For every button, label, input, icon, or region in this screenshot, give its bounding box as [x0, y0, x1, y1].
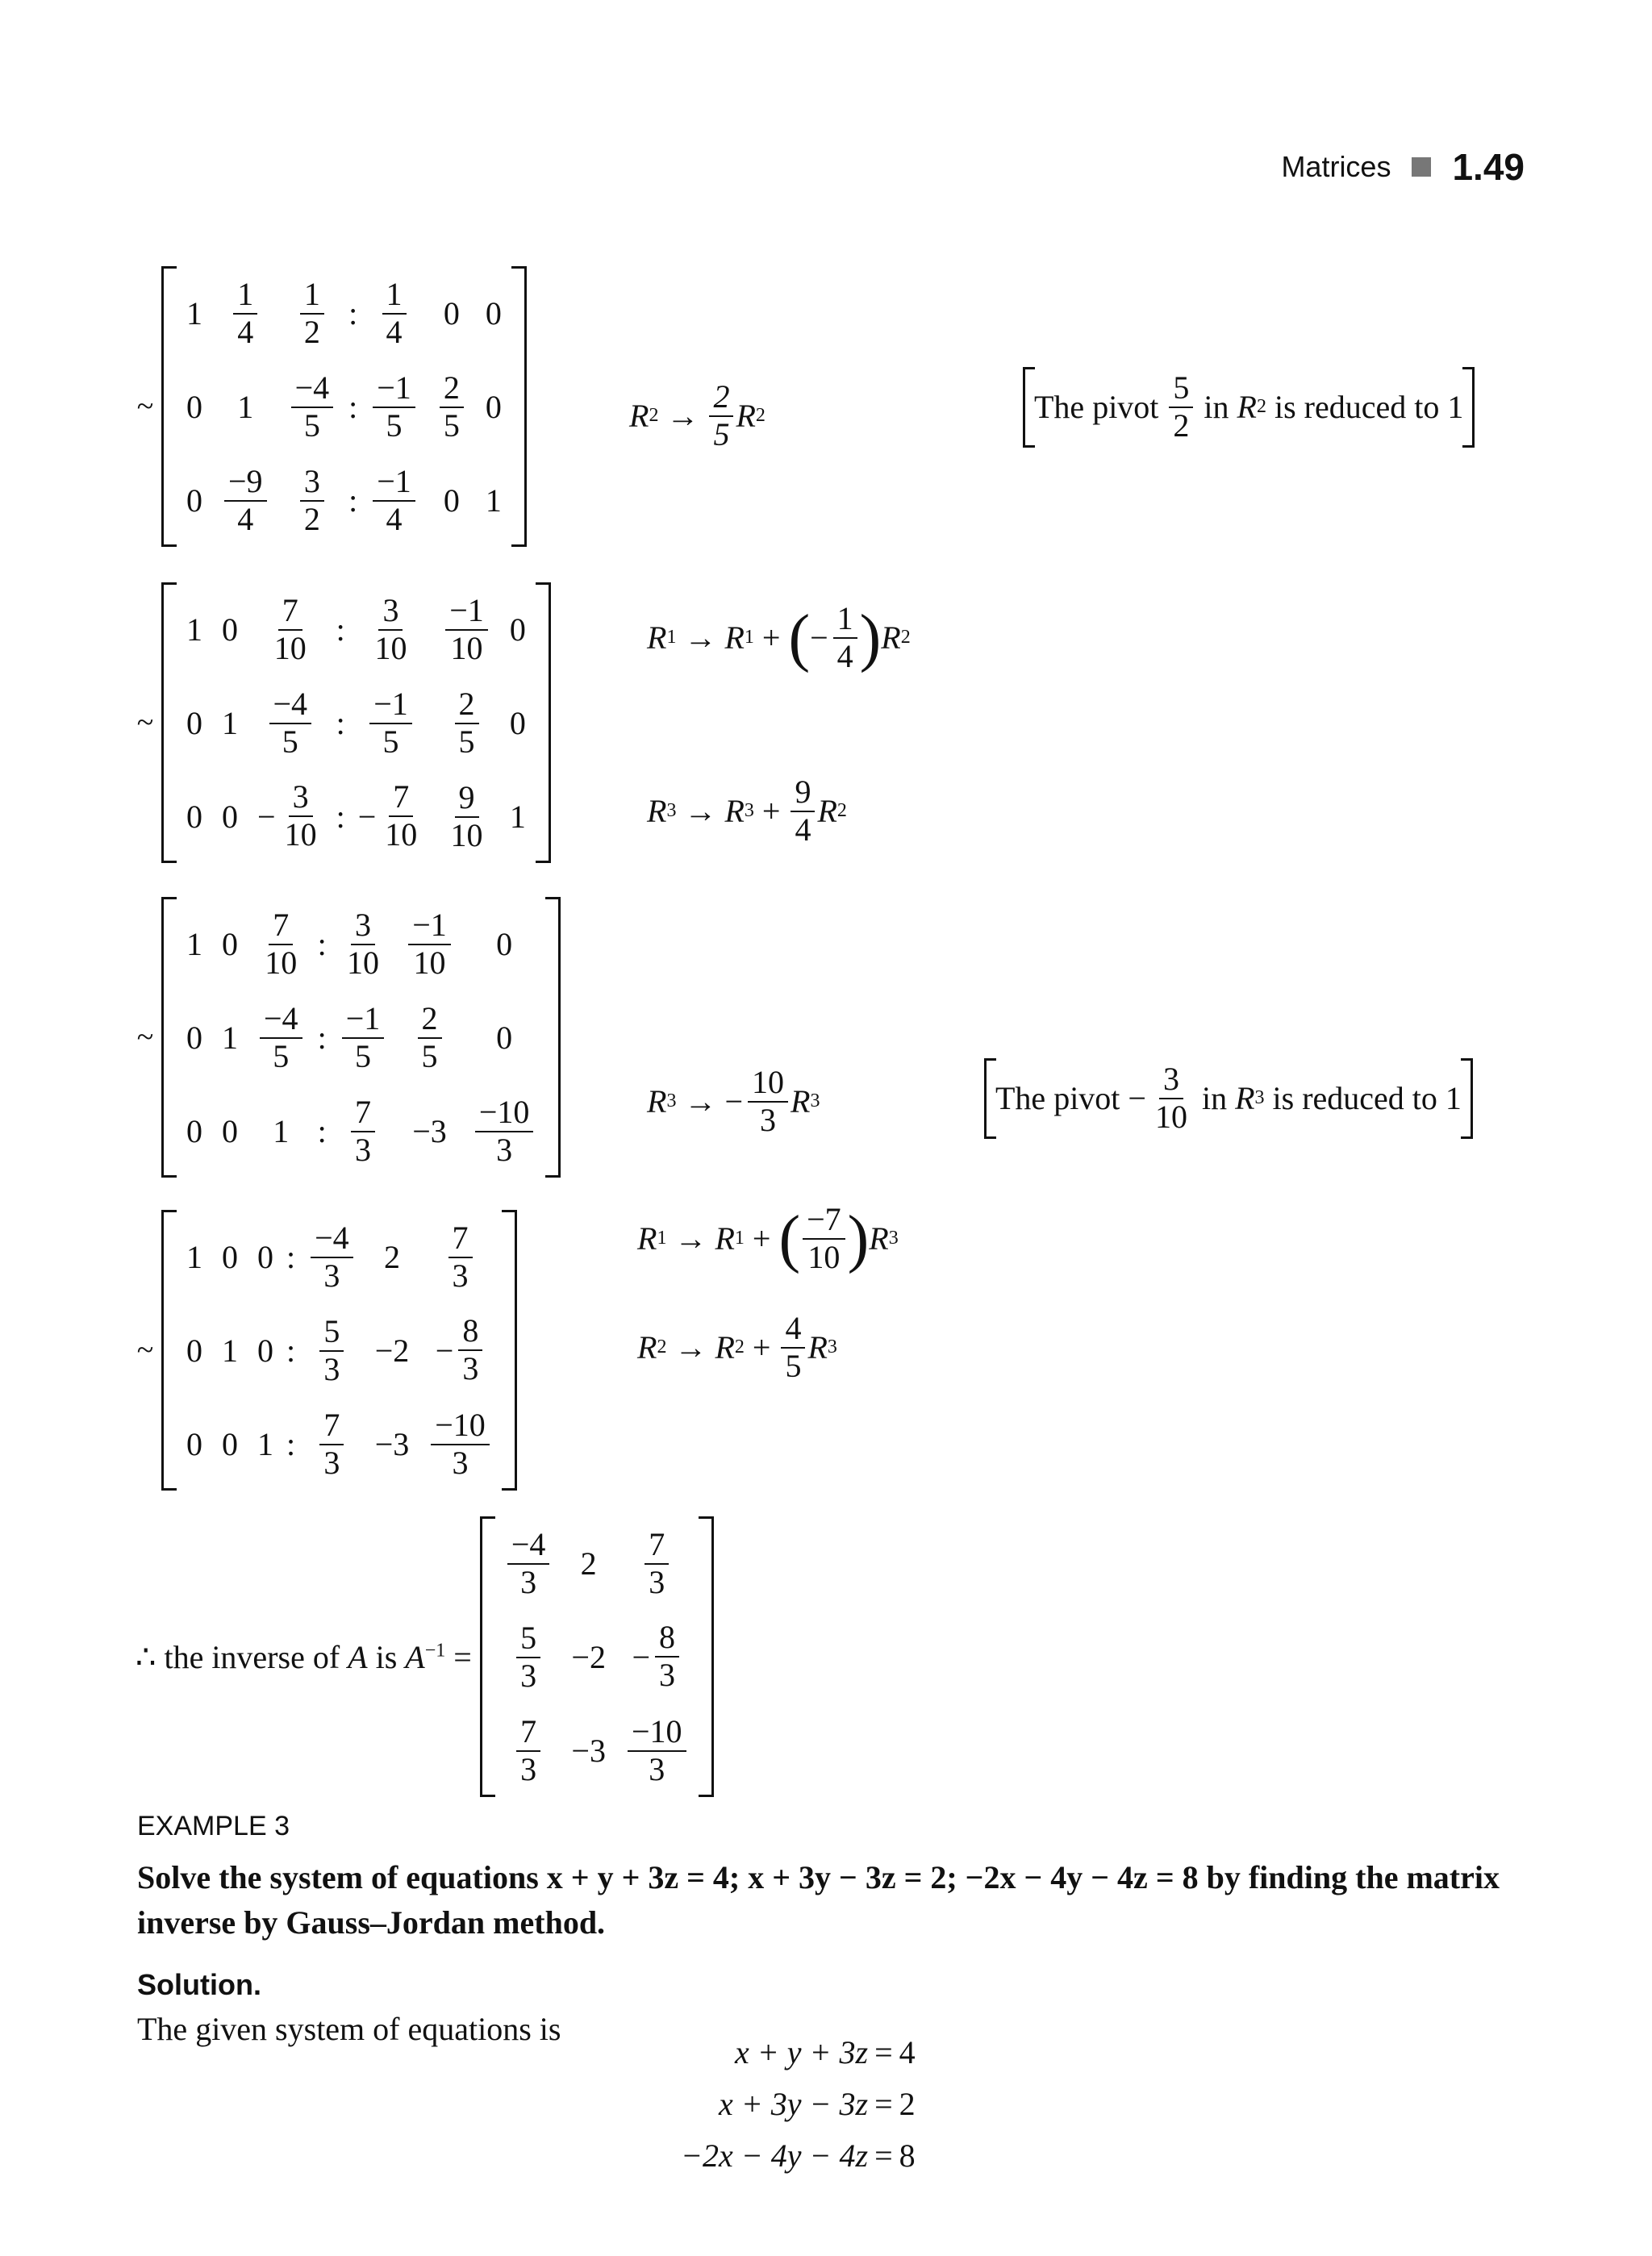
matrix-row [177, 990, 545, 1084]
matrix-cell: $\frac{1}{4}$ [361, 266, 428, 360]
left-bracket [161, 266, 177, 547]
augment-separator: : [336, 611, 345, 648]
left-bracket [161, 582, 177, 863]
matrix-cell: $\frac{-1}{10}$ [396, 897, 463, 990]
matrix-cell: 2 [383, 1238, 400, 1275]
pivot-note-3: The pivot − $\frac{3}{10}$ in R 3 is reduced to 1 [984, 1058, 1473, 1139]
matrix-cell: 1 [222, 1332, 238, 1369]
augmented-matrix [161, 582, 551, 863]
matrix-cell: $\frac{-4}{3}$ [298, 1210, 365, 1303]
matrix-cell: $\frac{-1}{10}$ [433, 582, 500, 676]
example-heading: EXAMPLE 3 [137, 1811, 290, 1841]
matrix-cell: 1 [186, 294, 202, 332]
matrix-cell: $\frac{5}{3}$ [495, 1610, 562, 1703]
equivalence-symbol: ~ [136, 390, 154, 423]
matrix-cell: $\frac{-4}{5}$ [279, 360, 346, 453]
matrix-cell: 0 [496, 1019, 513, 1056]
arrow-symbol: → [666, 398, 699, 435]
matrix-cell: 0 [257, 1332, 273, 1369]
matrix-grid [495, 1516, 699, 1797]
matrix-cell: −3 [571, 1732, 606, 1769]
matrix-cell: 0 [222, 611, 238, 648]
matrix-row [177, 453, 511, 547]
augment-separator: : [336, 704, 345, 741]
matrix-cell: 0 [496, 925, 513, 962]
matrix-row [495, 1516, 699, 1610]
augment-separator: : [317, 925, 327, 962]
augment-separator: : [348, 388, 358, 425]
matrix-row [495, 1703, 699, 1797]
matrix-cell: 0 [186, 1332, 202, 1369]
matrix-grid [177, 266, 511, 547]
matrix-cell: 0 [257, 1238, 273, 1275]
fraction: $\frac{10}{3}$ [748, 1065, 788, 1139]
matrix-cell: $\frac{-1}{5}$ [330, 990, 397, 1084]
matrix-cell: $\frac{7}{10}$ [273, 592, 307, 666]
matrix-cell: $\frac{-1}{5}$ [361, 360, 428, 453]
augment-separator: : [317, 1112, 327, 1149]
matrix-cell: $\frac{7}{3}$ [298, 1397, 365, 1491]
matrix-cell: 1 [273, 1112, 290, 1149]
equation: −2x − 4y − 4z = 8 [681, 2137, 916, 2174]
matrix-cell: 0 [509, 611, 526, 648]
equivalence-symbol: ~ [136, 1020, 154, 1054]
augment-separator: : [317, 1019, 327, 1056]
matrix-cell: $\frac{7}{3}$ [419, 1210, 502, 1303]
matrix-cell: 1 [485, 482, 502, 519]
fraction: $\frac{2}{5}$ [709, 379, 733, 453]
equation-system [678, 2026, 919, 2181]
matrix-cell: 0 [485, 294, 502, 332]
matrix-cell: 0 [186, 482, 202, 519]
matrix-row [177, 1303, 502, 1397]
right-bracket [545, 897, 561, 1178]
matrix-cell: 0 [186, 1112, 202, 1149]
matrix-cell: − $\frac{8}{3}$ [419, 1303, 502, 1397]
fraction: $\frac{5}{2}$ [1169, 370, 1193, 444]
augment-separator: : [348, 482, 358, 519]
row-operation: R 3 → − $\frac{10}{3}$ R 3 [647, 1064, 820, 1138]
solution-heading: Solution. [137, 1968, 261, 2001]
matrix-cell: 0 [485, 388, 502, 425]
matrix-cell: $\frac{3}{10}$ [346, 907, 379, 981]
matrix-cell: 0 [186, 1425, 202, 1462]
right-bracket [699, 1516, 714, 1797]
matrix-cell: 1 [257, 1425, 273, 1462]
matrix-cell: 1 [222, 704, 238, 741]
matrix-row [177, 266, 511, 360]
matrix-row [177, 676, 536, 769]
fraction: $\frac{3}{10}$ [1154, 1061, 1187, 1135]
matrix-grid [177, 1210, 502, 1491]
matrix-cell: $\frac{5}{3}$ [298, 1303, 365, 1397]
square-bullet-icon [1412, 157, 1431, 177]
matrix-step-2 [129, 582, 551, 863]
matrix-cell: $\frac{2}{5}$ [428, 360, 476, 453]
right-bracket [502, 1210, 517, 1491]
matrix-row [177, 1210, 502, 1303]
matrix-row [177, 1084, 545, 1178]
right-bracket [536, 582, 551, 863]
augmented-matrix [161, 897, 561, 1178]
chapter-title: Matrices [1281, 150, 1391, 183]
matrix-cell: 1 [186, 1238, 202, 1275]
augmented-matrix [161, 266, 527, 547]
matrix-cell: $\frac{3}{10}$ [374, 592, 407, 666]
matrix-cell: 0 [186, 1019, 202, 1056]
matrix-cell: 0 [443, 482, 460, 519]
matrix-cell: $\frac{-1}{5}$ [348, 676, 434, 769]
row-operation: R 2 → R 2 + $\frac{4}{5}$ R 3 [637, 1310, 837, 1384]
right-bracket [511, 266, 527, 547]
matrix-row [177, 769, 536, 863]
matrix-step-4 [129, 1210, 517, 1491]
matrix-cell: $\frac{3}{2}$ [279, 453, 346, 547]
matrix-cell: $\frac{1}{4}$ [212, 266, 279, 360]
matrix-cell: 0 [222, 925, 238, 962]
matrix-cell: $\frac{7}{3}$ [615, 1516, 699, 1610]
fraction: $\frac{-7}{10}$ [803, 1202, 845, 1276]
inverse-matrix [480, 1516, 714, 1797]
matrix-cell: −2 [571, 1638, 606, 1675]
matrix-cell: $\frac{7}{3}$ [330, 1084, 397, 1178]
augment-separator: : [348, 294, 358, 332]
matrix-cell: 0 [222, 1238, 238, 1275]
matrix-cell: 0 [443, 294, 460, 332]
matrix-cell: −2 [374, 1332, 410, 1369]
matrix-cell: 1 [186, 611, 202, 648]
matrix-cell: 1 [237, 388, 254, 425]
matrix-cell: $\frac{-1}{4}$ [361, 453, 428, 547]
matrix-cell: 1 [186, 925, 202, 962]
row-operation: R 1 → R 1 + ( $\frac{-7}{10}$ ) R 3 [637, 1201, 899, 1275]
inverse-result [136, 1516, 714, 1797]
matrix-step-3 [129, 897, 561, 1178]
matrix-row [177, 360, 511, 453]
matrix-cell: − $\frac{7}{10}$ [357, 778, 418, 853]
matrix-cell: 0 [509, 704, 526, 741]
matrix-cell: 1 [222, 1019, 238, 1056]
equivalence-symbol: ~ [136, 1333, 154, 1367]
row-operation: R 2 → $\frac{2}{5}$ R 2 [629, 378, 766, 452]
fraction: $\frac{9}{4}$ [791, 774, 815, 849]
matrix-row [177, 582, 536, 676]
matrix-cell: $\frac{-10}{3}$ [463, 1084, 546, 1178]
augment-separator: : [336, 798, 345, 835]
matrix-cell: $\frac{-9}{4}$ [212, 453, 279, 547]
fraction: $\frac{4}{5}$ [781, 1311, 805, 1385]
matrix-grid [177, 582, 536, 863]
inverse-label: ∴ the inverse of A is $A^{-1}$ = [136, 1638, 472, 1675]
matrix-cell: $\frac{-4}{5}$ [248, 676, 333, 769]
matrix-cell: $\frac{-4}{3}$ [495, 1516, 562, 1610]
augment-separator: : [286, 1238, 296, 1275]
matrix-cell: − $\frac{3}{10}$ [257, 778, 317, 853]
matrix-cell: $\frac{2}{5}$ [433, 676, 500, 769]
matrix-step-1 [129, 266, 527, 547]
augment-separator: : [286, 1332, 296, 1369]
solution-intro: The given system of equations is [137, 2011, 561, 2047]
row-operation: R 1 → R 1 + ( − $\frac{1}{4}$ ) R 2 [647, 600, 911, 674]
matrix-cell: $\frac{2}{5}$ [396, 990, 463, 1084]
matrix-cell: $\frac{-10}{3}$ [615, 1703, 699, 1797]
matrix-cell: 0 [186, 388, 202, 425]
matrix-cell: 0 [222, 1425, 238, 1462]
row-operation: R 3 → R 3 + $\frac{9}{4}$ R 2 [647, 774, 847, 848]
matrix-row [177, 897, 545, 990]
matrix-cell: $\frac{9}{10}$ [450, 779, 483, 853]
equation: x + y + 3z = 4 [735, 2033, 916, 2070]
fraction: $\frac{1}{4}$ [833, 601, 857, 675]
augment-separator: : [286, 1425, 296, 1462]
matrix-cell: 0 [222, 798, 238, 835]
matrix-row [495, 1610, 699, 1703]
matrix-cell: $\frac{1}{2}$ [279, 266, 346, 360]
matrix-row [177, 1397, 502, 1491]
example-statement: Solve the system of equations x + y + 3z = 4; x + 3y − 3z = 2; −2x − 4y − 4z = 8 by finding the matrix inverse by Gauss–Jordan method. [137, 1859, 1500, 1941]
matrix-grid [177, 897, 545, 1178]
left-bracket [161, 897, 177, 1178]
augmented-matrix [161, 1210, 517, 1491]
matrix-cell: $\frac{-10}{3}$ [419, 1397, 502, 1491]
matrix-cell: 0 [186, 704, 202, 741]
left-bracket [480, 1516, 495, 1797]
equivalence-symbol: ~ [136, 706, 154, 740]
running-header [1281, 145, 1525, 189]
matrix-cell: $\frac{7}{3}$ [495, 1703, 562, 1797]
left-bracket [161, 1210, 177, 1491]
matrix-cell: −3 [374, 1425, 410, 1462]
equation: x + 3y − 3z = 2 [719, 2085, 916, 2122]
matrix-cell: $\frac{-4}{5}$ [248, 990, 315, 1084]
matrix-cell: 1 [509, 798, 526, 835]
matrix-cell: 2 [580, 1545, 597, 1582]
matrix-cell: 0 [222, 1112, 238, 1149]
matrix-cell: 0 [186, 798, 202, 835]
pivot-note-1: The pivot $\frac{5}{2}$ in R 2 is reduced to 1 [1023, 367, 1475, 448]
matrix-cell: $\frac{7}{10}$ [265, 907, 298, 981]
matrix-cell: −3 [412, 1112, 447, 1149]
page-number: 1.49 [1452, 146, 1525, 188]
matrix-cell: − $\frac{8}{3}$ [615, 1610, 699, 1703]
